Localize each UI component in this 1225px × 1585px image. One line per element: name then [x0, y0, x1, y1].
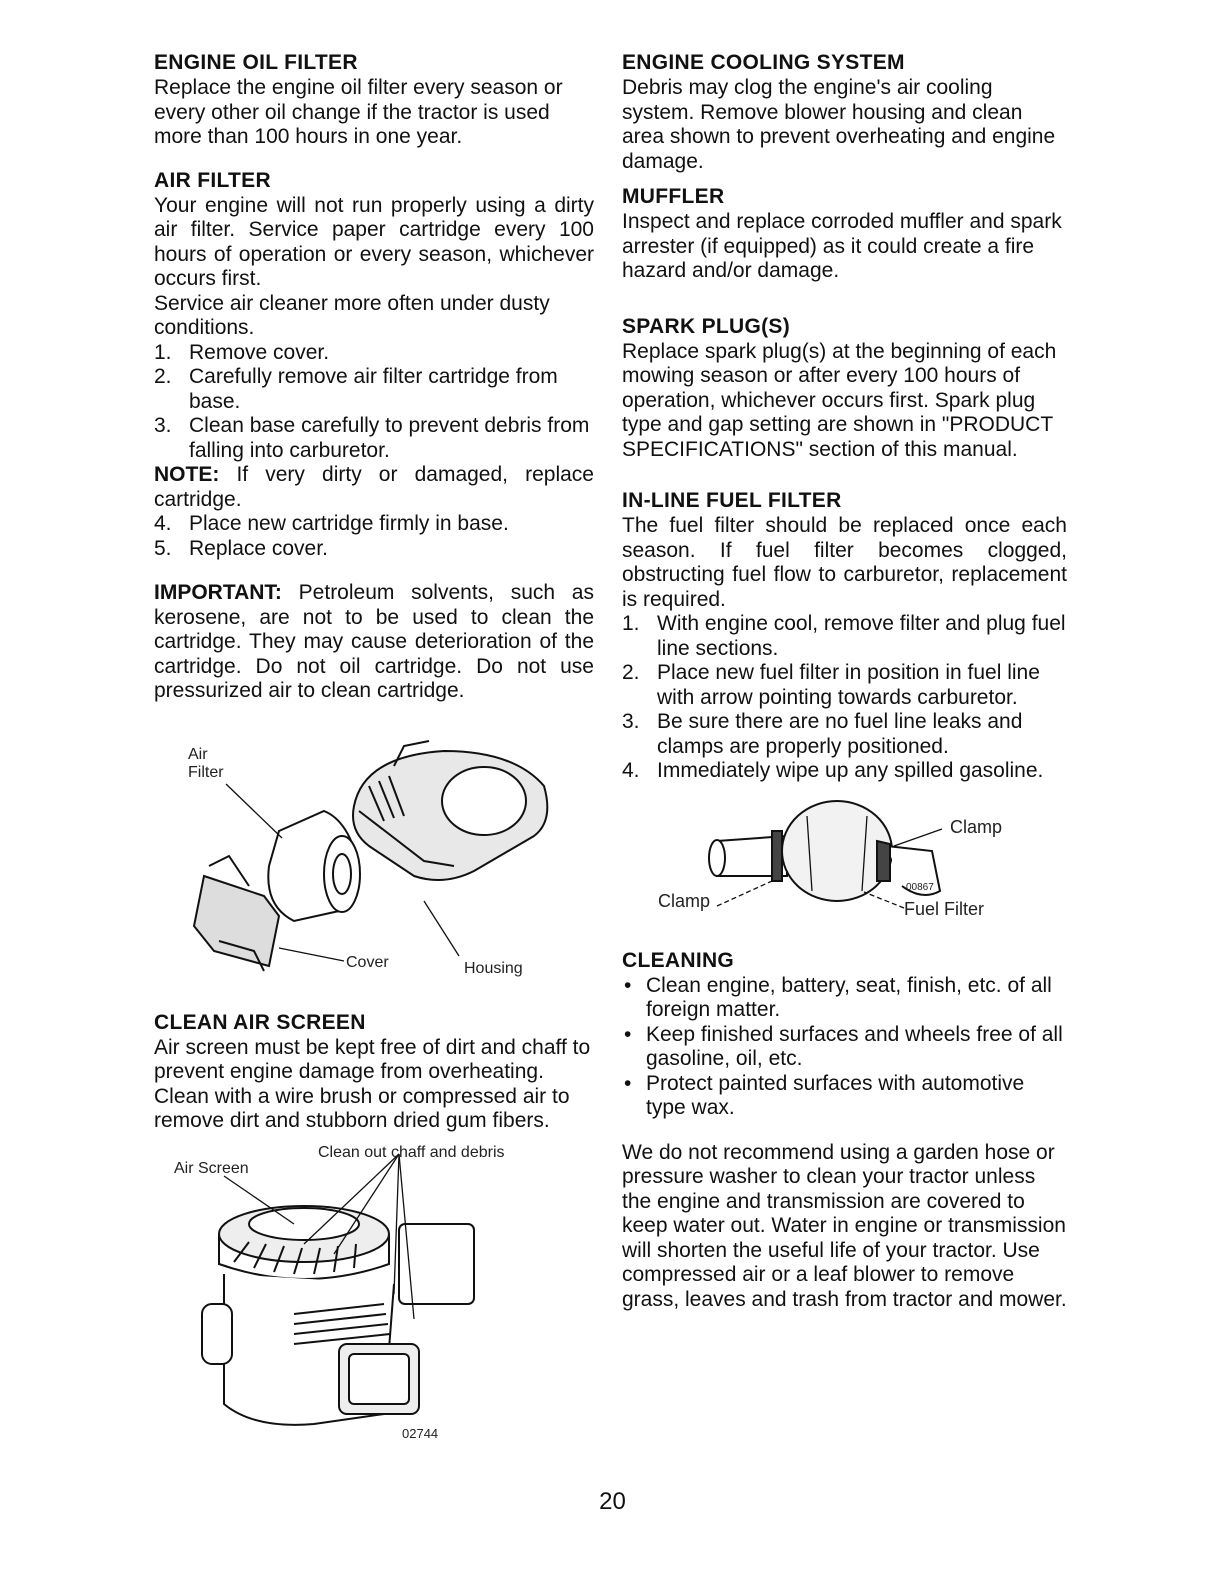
list-item — [622, 759, 1067, 784]
section-spark-plug — [622, 314, 1067, 463]
page-number: 20 — [599, 1488, 626, 1515]
paragraph-cleaning: We do not recommend using a garden hose or pressure washer to clean your tractor unless the engine and transmission are covered to keep water out. Water in engine or transmission will shorten the useful life of your tractor. Use compressed air or a leaf blower to remove grass, leaves and trash from tractor and mower. — [622, 1140, 1067, 1311]
paragraph-air-screen: Air screen must be kept free of dirt and chaff to prevent engine damage from overheating. Clean with a wire brush or compressed air to remove dirt and stubborn dried gum fibers. — [154, 1035, 591, 1132]
step-text: Immediately wipe up any spilled gasoline. — [657, 759, 1044, 782]
heading-spark-plug: SPARK PLUG(S) — [622, 314, 791, 338]
bullet-icon: • — [624, 973, 632, 997]
section-fuel-filter — [622, 488, 1067, 926]
paragraph-spark-plug: Replace spark plug(s) at the beginning of each mowing season or after every 100 hours of operation, whichever occurs first. Spark plug type and gap setting are shown in "PRODUCT SPECIFICATIONS" section of this manual. — [622, 339, 1057, 461]
step-number: 4. — [622, 759, 640, 782]
label-cover: Cover — [346, 953, 389, 971]
bullet-icon: • — [624, 1071, 632, 1095]
step-text: Remove cover. — [189, 340, 330, 364]
list-item — [622, 710, 1067, 759]
note-paragraph — [154, 463, 594, 512]
paragraph-muffler: Inspect and replace corroded muffler and spark arrester (if equipped) as it could create a fire hazard and/or damage. — [622, 210, 1062, 282]
paragraph-air-filter-2: Service air cleaner more often under dusty conditions. — [154, 291, 550, 339]
heading-fuel-filter: IN-LINE FUEL FILTER — [622, 489, 842, 512]
bullet-text: Protect painted surfaces with automotive type wax. — [646, 1071, 1025, 1119]
label-clamp-left: Clamp — [658, 890, 711, 911]
heading-engine-cooling: ENGINE COOLING SYSTEM — [622, 51, 905, 74]
fuel-filter-steps — [622, 612, 1067, 784]
step-number: 5. — [154, 536, 172, 560]
label-filter: Filter — [188, 763, 224, 781]
list-item — [622, 974, 1067, 1023]
step-number: 1. — [622, 612, 640, 635]
section-cleaning — [622, 948, 1067, 1313]
fuel-filter-figure — [622, 796, 1067, 926]
heading-engine-oil-filter: ENGINE OIL FILTER — [154, 51, 358, 74]
step-text: Place new fuel filter in position in fuel line with arrow pointing towards carburetor. — [657, 661, 1040, 709]
air-filter-figure — [154, 726, 594, 986]
step-text: With engine cool, remove filter and plug fuel line sections. — [657, 612, 1066, 660]
paragraph-air-filter-1: Your engine will not run properly using a dirty air filter. Service paper cartridge every 100 hours of operation or every season, whichever occurs first. — [154, 193, 594, 290]
figure-code: 00867 — [906, 881, 934, 893]
important-text: Petroleum solvents, such as kerosene, are not to be used to clean the cartridge. They may cause deterioration of the cartridge. Do not oil cartridge. Do not use pressurized air to clean cartridge. — [154, 581, 594, 702]
list-item — [154, 365, 594, 414]
step-number: 3. — [154, 414, 172, 437]
list-item — [154, 512, 594, 537]
list-item — [622, 612, 1067, 661]
cleaning-bullets — [622, 974, 1067, 1121]
step-number: 2. — [622, 661, 640, 684]
air-screen-figure — [154, 1144, 594, 1444]
paragraph-oil-filter: Replace the engine oil filter every season or every other oil change if the tractor is used more than 100 hours in one year. — [154, 76, 563, 148]
step-text: Carefully remove air filter cartridge from base. — [189, 365, 558, 413]
section-engine-cooling — [622, 50, 1067, 174]
paragraph-cooling: Debris may clog the engine's air cooling system. Remove blower housing and clean area shown to prevent overheating and engine damage. — [622, 76, 1056, 173]
section-air-filter — [154, 168, 594, 986]
air-filter-steps-b — [154, 512, 594, 561]
engine-illustration — [154, 1144, 594, 1444]
air-filter-steps-a — [154, 341, 594, 464]
paragraph-fuel-filter: The fuel filter should be replaced once each season. If fuel filter becomes clogged, obstructing fuel flow to carburetor, replacement is required. — [622, 514, 1067, 611]
step-text: Be sure there are no fuel line leaks and clamps are properly positioned. — [657, 710, 1023, 758]
bullet-text: Clean engine, battery, seat, finish, etc. of all foreign matter. — [646, 973, 1052, 1021]
label-clean-out-chaff: Clean out chaff and debris — [318, 1143, 505, 1161]
list-item — [622, 1023, 1067, 1072]
step-text: Replace cover. — [189, 536, 328, 560]
list-item — [622, 661, 1067, 710]
heading-clean-air-screen: CLEAN AIR SCREEN — [154, 1010, 366, 1034]
figure-code: 02744 — [402, 1425, 439, 1441]
label-fuel-filter: Fuel Filter — [904, 898, 985, 919]
step-text: Place new cartridge firmly in base. — [189, 512, 509, 535]
label-housing: Housing — [464, 959, 523, 977]
right-column — [622, 50, 1067, 1330]
step-number: 2. — [154, 365, 172, 388]
important-paragraph — [154, 581, 594, 704]
label-clamp-right: Clamp — [950, 816, 1003, 837]
heading-air-filter: AIR FILTER — [154, 168, 271, 192]
note-text: If very dirty or damaged, replace cartridge. — [154, 463, 594, 511]
heading-muffler: MUFFLER — [622, 185, 725, 208]
list-item — [154, 537, 594, 562]
section-engine-oil-filter — [154, 50, 594, 150]
heading-cleaning: CLEANING — [622, 948, 735, 972]
list-item — [154, 414, 594, 463]
list-item — [622, 1072, 1067, 1121]
list-item — [154, 341, 594, 366]
label-air: Air — [188, 745, 208, 763]
step-text: Clean base carefully to prevent debris from falling into carburetor. — [189, 414, 590, 462]
step-number: 1. — [154, 340, 172, 364]
step-number: 3. — [622, 710, 640, 733]
section-clean-air-screen — [154, 1010, 594, 1444]
step-number: 4. — [154, 512, 172, 535]
left-column — [154, 50, 594, 1462]
label-air-screen: Air Screen — [174, 1159, 249, 1177]
bullet-icon: • — [624, 1022, 632, 1046]
note-label: NOTE: — [154, 463, 220, 486]
bullet-text: Keep finished surfaces and wheels free of all gasoline, oil, etc. — [646, 1022, 1063, 1070]
section-muffler — [622, 184, 1067, 284]
important-label: IMPORTANT: — [154, 581, 282, 604]
